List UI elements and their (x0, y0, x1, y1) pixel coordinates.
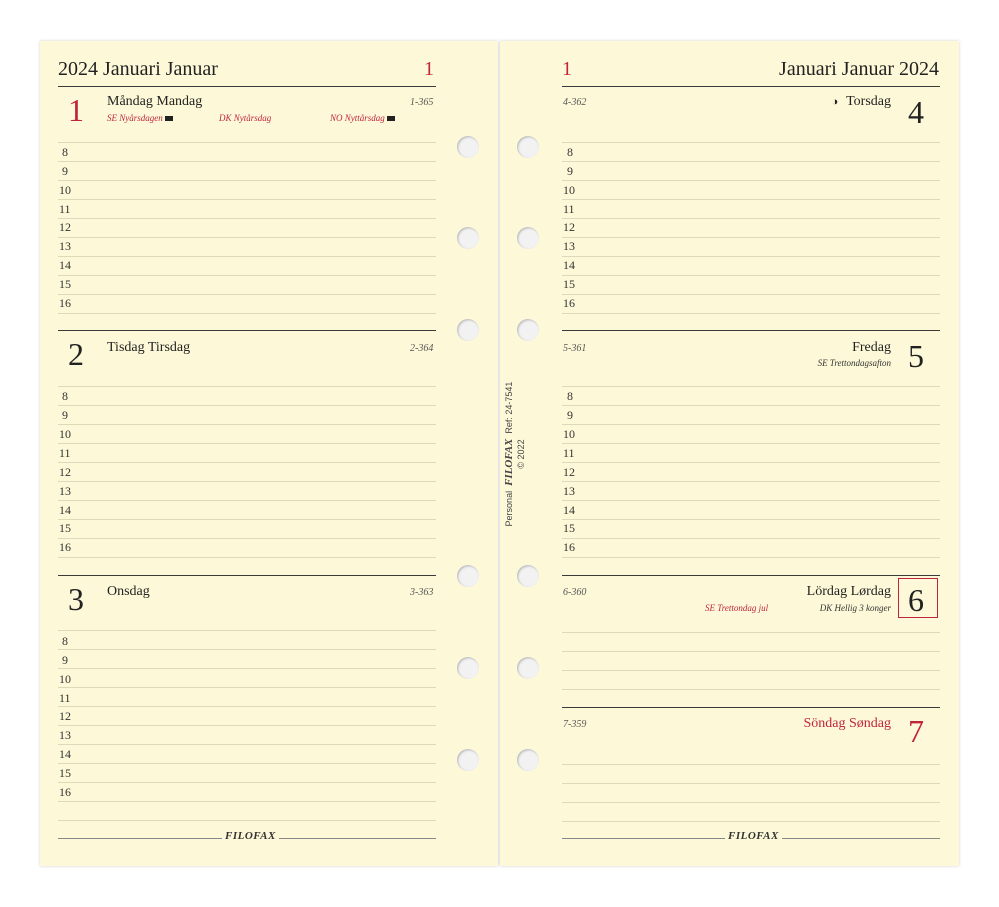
hour-label: 12 (563, 465, 575, 479)
rule (58, 500, 436, 501)
rule (562, 180, 940, 181)
rule (562, 405, 940, 406)
binder-hole (457, 136, 479, 158)
rule (562, 443, 940, 444)
rule (58, 725, 436, 726)
day-number-1: 1 (68, 92, 84, 128)
rule (58, 424, 436, 425)
rule (58, 180, 436, 181)
rule (58, 218, 436, 219)
day-name-7: Söndag Søndag (803, 716, 891, 731)
right-header-title: Januari Januar 2024 (779, 58, 939, 80)
rule (562, 275, 940, 276)
rule (58, 820, 436, 821)
binder-hole (457, 227, 479, 249)
rule (562, 500, 940, 501)
hour-label: 13 (59, 239, 71, 253)
hour-label: 15 (59, 766, 71, 780)
flag-icon (165, 116, 173, 121)
rule (58, 256, 436, 257)
day-name-5: Fredag (852, 340, 891, 355)
rule (58, 557, 436, 558)
holiday-se-nyarsdagen: SE Nyårsdagen (107, 113, 173, 123)
day-number-2: 2 (68, 336, 84, 372)
rule (58, 538, 436, 539)
rule (562, 424, 940, 425)
rule (562, 313, 940, 314)
hour-label: 9 (567, 408, 573, 422)
rule (562, 462, 940, 463)
day-separator (562, 707, 940, 708)
binder-hole (517, 227, 539, 249)
day-name-6: Lördag Lørdag (806, 584, 891, 599)
day-name-1: Måndag Mandag (107, 94, 203, 109)
hour-label: 12 (59, 220, 71, 234)
day-name-4: ◑ Torsdag (831, 94, 891, 109)
rule (562, 386, 940, 387)
holiday-no-nyttarsdag: NO Nyttårsdag (330, 113, 395, 123)
rule (58, 443, 436, 444)
day-number-6: 6 (908, 582, 924, 618)
day-number-5: 5 (908, 338, 924, 374)
day-separator (562, 575, 940, 576)
day-count-2: 2-364 (410, 343, 434, 354)
hour-label: 10 (59, 183, 71, 197)
hour-label: 10 (59, 427, 71, 441)
binder-hole (517, 749, 539, 771)
hour-label: 10 (563, 427, 575, 441)
rule (58, 161, 436, 162)
rule (562, 821, 940, 822)
binder-hole (517, 136, 539, 158)
rule (562, 538, 940, 539)
hour-label: 8 (567, 389, 573, 403)
day-separator (58, 330, 436, 331)
spine-brand: FILOFAX (503, 438, 515, 486)
rule (562, 632, 940, 633)
rule (58, 462, 436, 463)
hour-label: 11 (563, 446, 575, 460)
flag-icon (387, 116, 395, 121)
hour-label: 15 (563, 521, 575, 535)
hour-label: 14 (59, 503, 71, 517)
day-separator (58, 575, 436, 576)
day-count-5: 5-361 (563, 343, 587, 354)
rule (58, 386, 436, 387)
rule (58, 687, 436, 688)
left-page (40, 41, 498, 866)
rule (58, 275, 436, 276)
rule (562, 764, 940, 765)
rule (58, 763, 436, 764)
binder-hole (457, 565, 479, 587)
holiday-dk-hellig-3-konger: DK Hellig 3 konger (819, 603, 891, 613)
hour-label: 15 (59, 521, 71, 535)
rule (562, 670, 940, 671)
hour-label: 12 (563, 220, 575, 234)
binder-hole (457, 657, 479, 679)
rule (562, 557, 940, 558)
hour-label: 15 (563, 277, 575, 291)
hour-label: 13 (563, 484, 575, 498)
hour-label: 11 (563, 202, 575, 216)
day-name-2: Tisdag Tirsdag (107, 340, 191, 355)
rule (58, 744, 436, 745)
hour-label: 9 (62, 408, 68, 422)
hour-label: 16 (563, 296, 575, 310)
rule (562, 199, 940, 200)
hour-label: 11 (59, 446, 71, 460)
right-week-number: 1 (562, 58, 572, 80)
hour-label: 13 (563, 239, 575, 253)
rule (58, 294, 436, 295)
rule (562, 689, 940, 690)
rule (58, 199, 436, 200)
hour-label: 8 (62, 145, 68, 159)
spine-ref: Ref: 24-7541 (504, 381, 514, 434)
hour-label: 8 (567, 145, 573, 159)
rule (562, 519, 940, 520)
rule (58, 706, 436, 707)
hour-label: 15 (59, 277, 71, 291)
hour-label: 16 (563, 540, 575, 554)
hour-label: 13 (59, 484, 71, 498)
binder-hole (457, 319, 479, 341)
spine-format: Personal (504, 490, 514, 527)
day-separator (562, 330, 940, 331)
rule (562, 481, 940, 482)
day-count-6: 6-360 (563, 587, 587, 598)
filofax-logo: FILOFAX (725, 830, 782, 842)
hour-label: 16 (59, 296, 71, 310)
day-name-3: Onsdag (107, 584, 150, 599)
rule (58, 630, 436, 631)
hour-label: 11 (59, 691, 71, 705)
day-count-3: 3-363 (410, 587, 434, 598)
rule (58, 782, 436, 783)
day-number-7: 7 (908, 713, 924, 749)
rule (562, 237, 940, 238)
rule (58, 405, 436, 406)
hour-label: 10 (563, 183, 575, 197)
hour-label: 8 (62, 389, 68, 403)
hour-label: 14 (59, 258, 71, 272)
rule (58, 237, 436, 238)
day-number-4: 4 (908, 94, 924, 130)
rule (562, 651, 940, 652)
right-header-rule (562, 86, 940, 87)
hour-label: 14 (563, 503, 575, 517)
holiday-dk-nytarsdag: DK Nytårsdag (219, 113, 272, 123)
left-header-title: 2024 Januari Januar (58, 58, 218, 80)
left-week-number: 1 (424, 58, 434, 80)
rule (58, 142, 436, 143)
hour-label: 10 (59, 672, 71, 686)
binder-hole (517, 657, 539, 679)
hour-label: 11 (59, 202, 71, 216)
rule (58, 668, 436, 669)
hour-label: 16 (59, 785, 71, 799)
left-header-rule (58, 86, 436, 87)
holiday-se-trettondag-jul: SE Trettondag jul (705, 603, 769, 613)
spine-copyright: © 2022 (516, 439, 526, 469)
binder-hole (517, 319, 539, 341)
hour-label: 14 (563, 258, 575, 272)
hour-label: 9 (62, 653, 68, 667)
spine-imprint (503, 382, 527, 527)
rule (562, 802, 940, 803)
binder-hole (517, 565, 539, 587)
day-count-1: 1-365 (410, 97, 434, 108)
hour-label: 8 (62, 634, 68, 648)
rule (562, 218, 940, 219)
filofax-logo: FILOFAX (222, 830, 279, 842)
hour-label: 12 (59, 465, 71, 479)
hour-label: 13 (59, 728, 71, 742)
rule (562, 783, 940, 784)
hour-label: 16 (59, 540, 71, 554)
rule (58, 481, 436, 482)
rule (562, 161, 940, 162)
rule (562, 294, 940, 295)
day-number-3: 3 (68, 581, 84, 617)
binder-hole (457, 749, 479, 771)
rule (562, 142, 940, 143)
holiday-se-trettondagsafton: SE Trettondagsafton (817, 358, 891, 368)
hour-label: 9 (567, 164, 573, 178)
rule (58, 313, 436, 314)
hour-label: 9 (62, 164, 68, 178)
hour-label: 12 (59, 709, 71, 723)
day-count-7: 7-359 (563, 719, 587, 730)
hour-label: 14 (59, 747, 71, 761)
rule (562, 256, 940, 257)
rule (58, 801, 436, 802)
day-count-4: 4-362 (563, 97, 587, 108)
rule (58, 649, 436, 650)
moon-icon: ◑ (831, 96, 839, 108)
rule (58, 519, 436, 520)
